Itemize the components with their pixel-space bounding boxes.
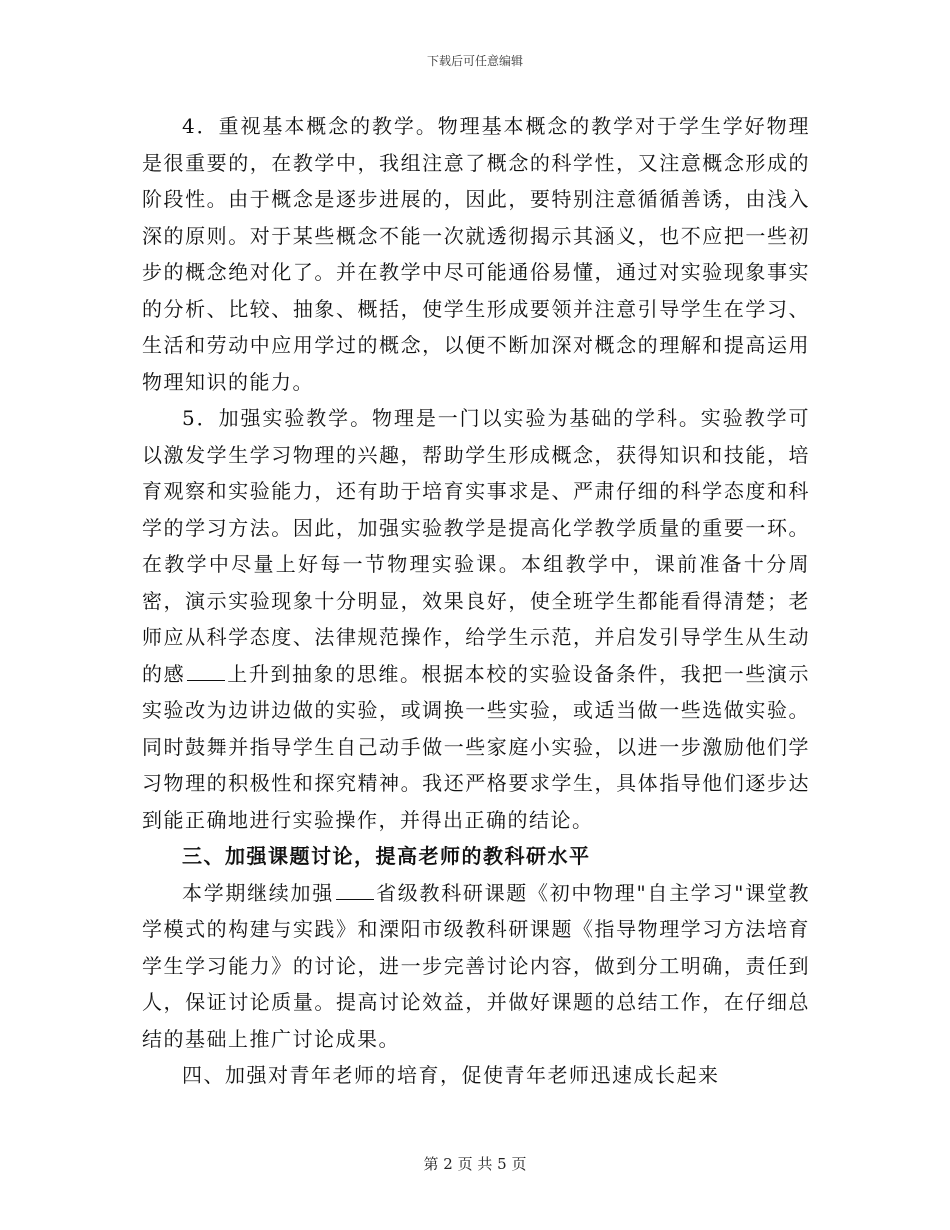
paragraph-text: 5．加强实验教学。物理是一门以实验为基础的学科。实验教学可以激发学生学习物理的兴趣，帮助学生形成概念，获得知识和技能，培育观察和实验能力，还有助于培育实事求是、严肃仔细的科学态度和科学的学习方法。因此，加强实验教学是提高化学教学质量的重要一环。在教学中尽量上好每一节物理实验课。本组教学中，课前准备十分周密，演示实验现象十分明显，效果良好，使全班学生都能看得清楚；老师应从科学态度、法律规范操作，给学生示范，并启发引导学生从生动的感 [142, 406, 810, 686]
paragraph-concept-teaching: 4．重视基本概念的教学。物理基本概念的教学对于学生学好物理是很重要的，在教学中，我组注意了概念的科学性，又注意概念形成的阶段性。由于概念是逐步进展的，因此，要特别注意循循善诱，由浅入深的原则。对于某些概念不能一次就透彻揭示其涵义，也不应把一些初步的概念绝对化了。并在教学中尽可能通俗易懂，通过对实验现象事实的分析、比较、抽象、概括，使学生形成要领并注意引导学生在学习、生活和劳动中应用学过的概念，以便不断加深对概念的理解和提高运用物理知识的能力。 [142, 114, 810, 394]
document-body [142, 108, 810, 1094]
section-heading-research: 三、加强课题讨论，提高老师的教科研水平 [182, 844, 591, 868]
blank-underline [336, 881, 374, 900]
paragraph-research-topic [142, 875, 810, 1058]
paragraph-text: 省级教科研课题《初中物理"自主学习"课堂教学模式的构建与实践》和溧阳市级教科研课题《指导物理学习方法培育学生学习能力》的讨论，进一步完善讨论内容，做到分工明确，责任到人，保证讨论质量。提高讨论效益，并做好课题的总结工作，在仔细总结的基础上推广讨论成果。 [142, 880, 810, 1051]
blank-underline [187, 662, 225, 681]
section-heading-young-teachers: 四、加强对青年老师的培育，促使青年老师迅速成长起来 [182, 1063, 720, 1087]
paragraph-text: 上升到抽象的思维。根据本校的实验设备条件，我把一些演示实验改为边讲边做的实验，或调换一些实验，或适当做一些选做实验。同时鼓舞并指导学生自己动手做一些家庭小实验，以进一步激励他们学习物理的积极性和探究精神。我还严格要求学生，具体指导他们逐步达到能正确地进行实验操作，并得出正确的结论。 [142, 661, 811, 832]
page-header: 下载后可任意编辑 [426, 54, 523, 68]
paragraph-experiment-teaching [142, 400, 810, 838]
page-footer: 第 2 页 共 5 页 [423, 1155, 527, 1173]
paragraph-text: 本学期继续加强 [182, 880, 334, 905]
